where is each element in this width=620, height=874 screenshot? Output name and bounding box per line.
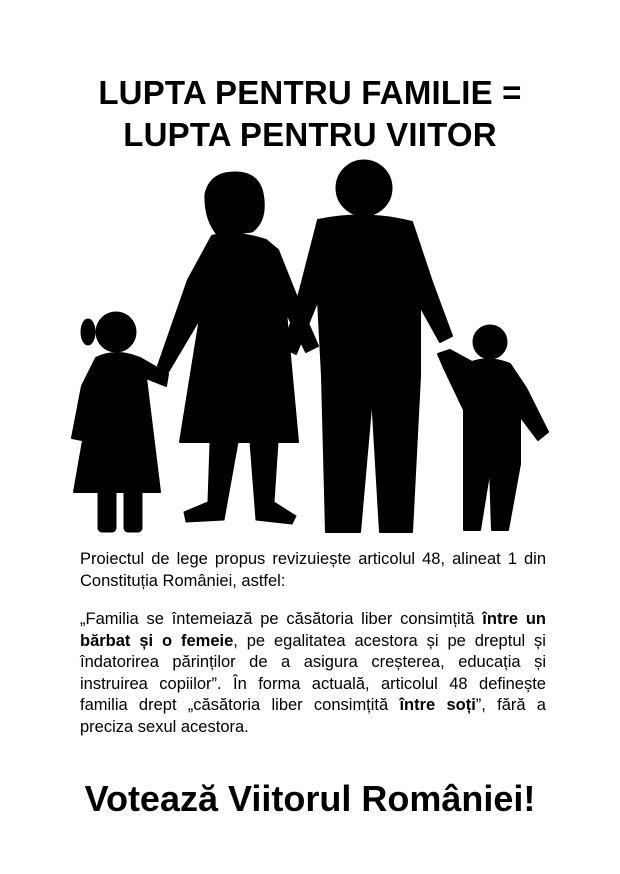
quote-bold-1: între un bărbat și o femeie xyxy=(80,610,547,650)
quote-text-2: , pe egalitatea acestora și pe dreptul și îndatorirea părinților de a asigura creșterea, educația și instruirea copiilor”. În forma actuală, articolul 48 definește familia drept „căsătoria liber consimțită xyxy=(80,631,546,714)
boy-silhouette xyxy=(438,325,548,530)
poster-headline xyxy=(0,72,620,156)
headline-line-2: LUPTA PENTRU VIITOR xyxy=(123,116,497,153)
girl-silhouette xyxy=(72,312,168,532)
intro-paragraph: Proiectul de lege propus revizuiește articolul 48, alineat 1 din Constituția României, astfel: xyxy=(80,550,546,590)
quote-bold-2: între soți xyxy=(399,696,476,714)
family-silhouette-icon xyxy=(60,150,560,540)
headline-line-1: LUPTA PENTRU FAMILIE = xyxy=(98,74,522,111)
quote-text-1: „Familia se întemeiază pe căsătoria liber consimțită xyxy=(80,610,483,628)
call-to-action: Votează Viitorul României! xyxy=(84,778,536,819)
quote-paragraph xyxy=(80,609,546,738)
quote-text-3: ”, fără a preciza sexul acestora. xyxy=(80,696,546,736)
